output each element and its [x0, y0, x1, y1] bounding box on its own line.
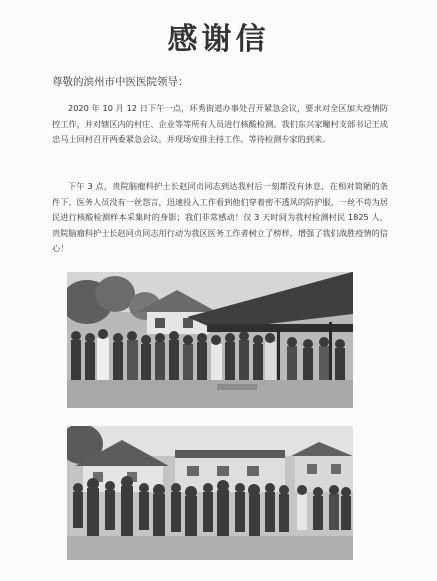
- greeting-line: 尊敬的滨州市中医医院领导：: [52, 76, 189, 88]
- photo-courtyard-crowd: [67, 426, 353, 560]
- paragraph-1: 2020 年 10 月 12 日下午一点，环秀街道办事处召开紧急会议，要求对全区加大疫情防控工作，并对辖区内的村庄、企业等等所有人员进行核酸检测。我们东兴家疃村支部书记王成忠马上回村召开两委紧急会议。并现场安排主持工作。等待检测专家的到来。: [52, 103, 388, 144]
- photo-crowd-under-shed: [67, 272, 353, 408]
- paragraph-2: 下午 3 点，贵院脑瘤科护士长赵同贞同志到达我村后一刻都没有休息，在相对简陋的条件下、医务人员没有一丝怨言，迅速投入工作看到他们穿着密不透风的防护服，一丝不苟为居民进行核酸检测样本采集时的身影；我们非常感动！仅 3 天时间为我村检测村民 1825 人，贵院脑瘤科护士长赵同贞同志用行动为我区医务工作者树立了榜样，增强了我们战胜疫情的信心！: [52, 181, 388, 253]
- letter-title: 感谢信: [167, 22, 270, 57]
